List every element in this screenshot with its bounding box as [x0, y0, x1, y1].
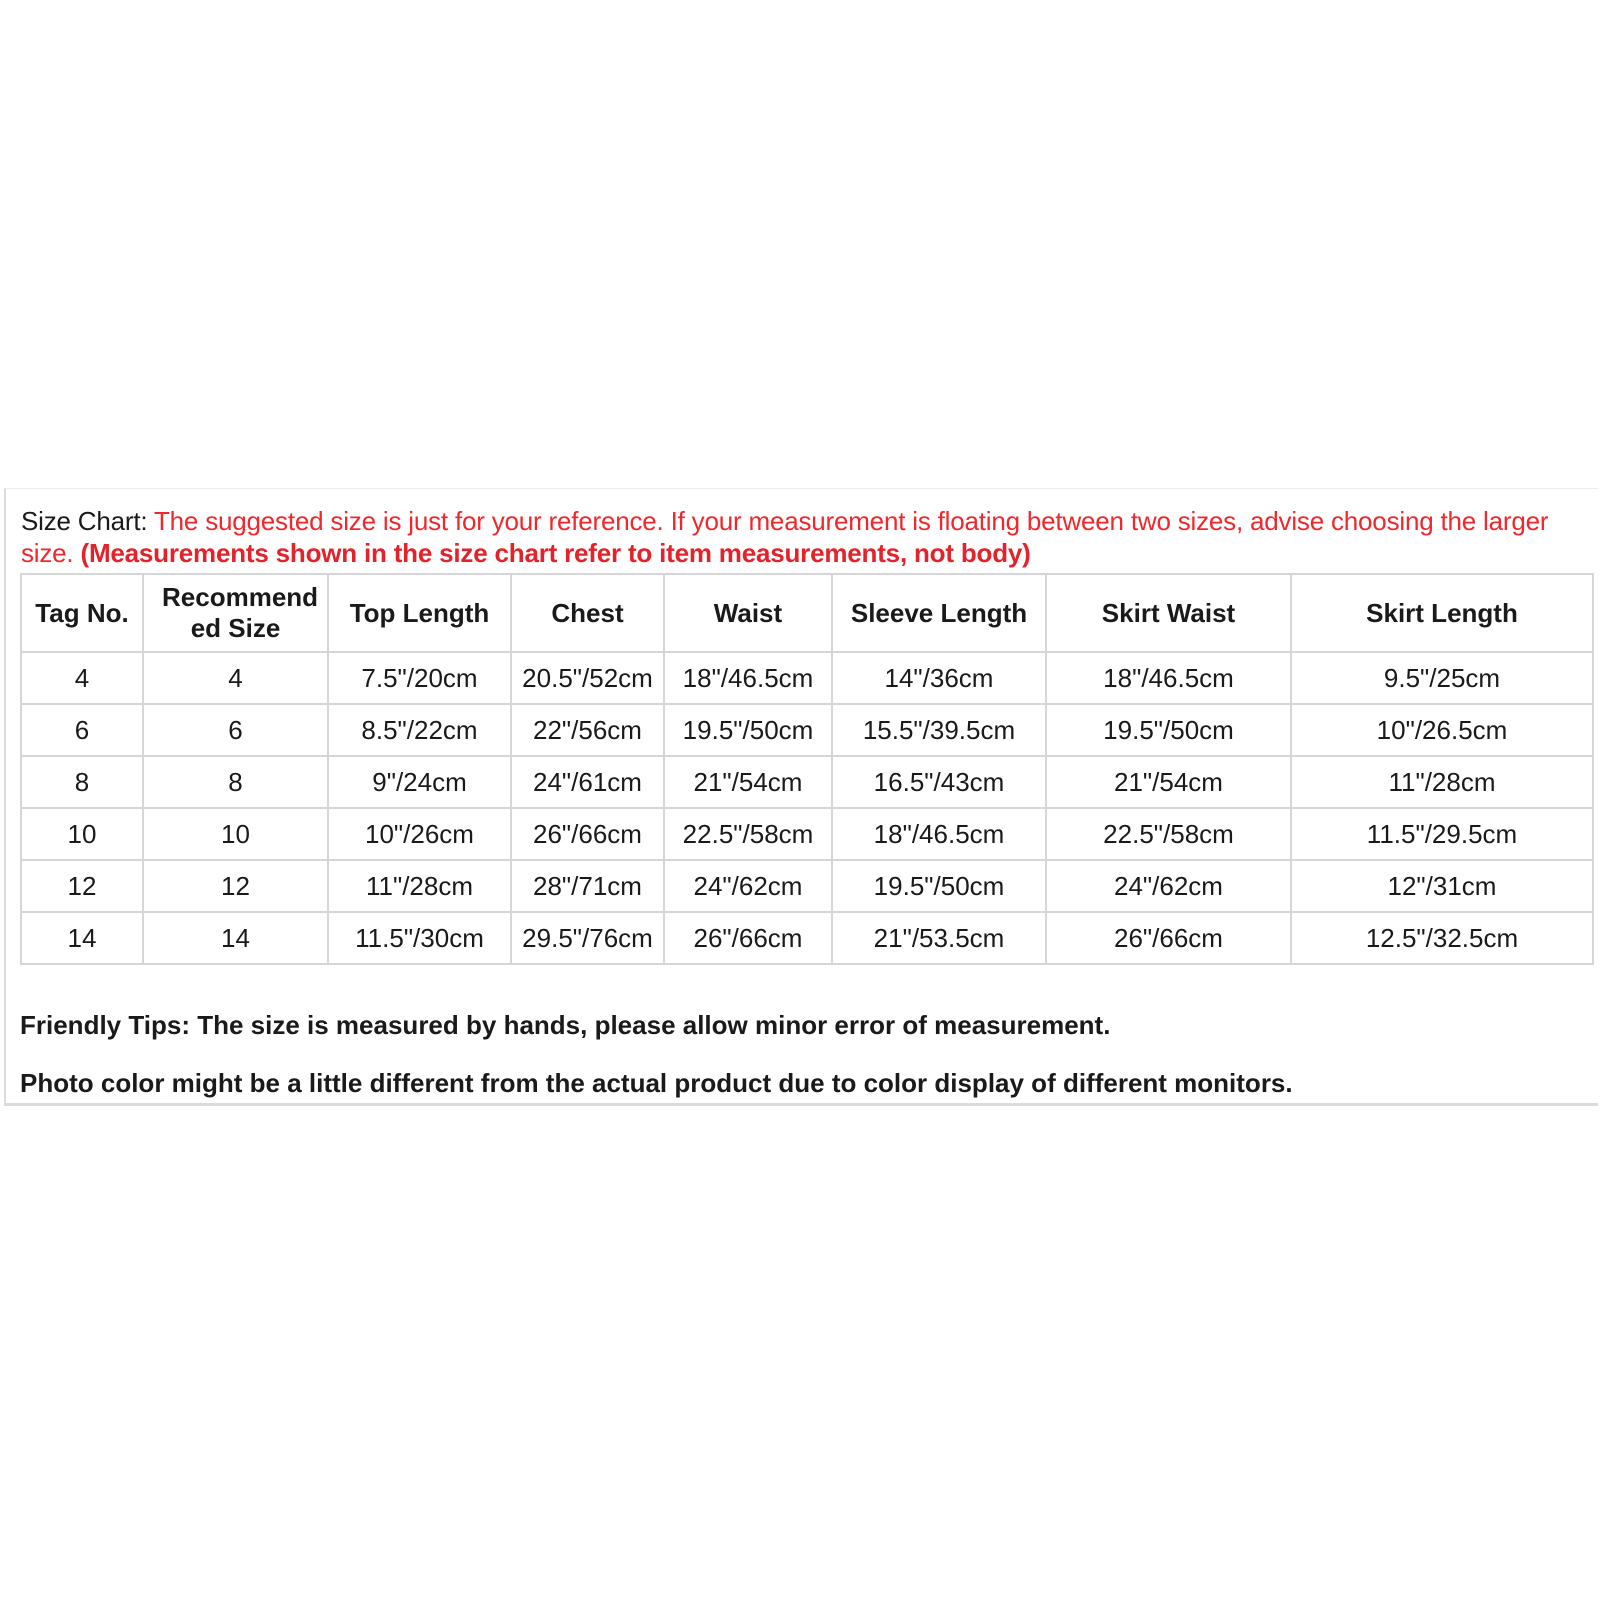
cell-chest: 22"/56cm [511, 704, 664, 756]
cell-waist: 26"/66cm [664, 912, 832, 964]
header-top-length: Top Length [328, 574, 511, 652]
cell-chest: 20.5"/52cm [511, 652, 664, 704]
cell-chest: 28"/71cm [511, 860, 664, 912]
friendly-tips: Friendly Tips: The size is measured by hands, please allow minor error of measurement. [20, 1010, 1111, 1040]
header-skirt-waist: Skirt Waist [1046, 574, 1291, 652]
table-row [21, 652, 1593, 704]
size-chart-panel [4, 488, 1598, 1106]
cell-top-length: 8.5"/22cm [328, 704, 511, 756]
header-recommended-size: Recommend ed Size [143, 574, 328, 652]
table-row [21, 860, 1593, 912]
table-row [21, 756, 1593, 808]
photo-color-note: Photo color might be a little different from the actual product due to color display of different monitors. [20, 1068, 1293, 1098]
table-row [21, 704, 1593, 756]
cell-recommended-size: 8 [143, 756, 328, 808]
cell-skirt-waist: 18"/46.5cm [1046, 652, 1291, 704]
cell-skirt-length: 12"/31cm [1291, 860, 1593, 912]
cell-waist: 22.5"/58cm [664, 808, 832, 860]
cell-tag-no: 12 [21, 860, 143, 912]
cell-sleeve-length: 21"/53.5cm [832, 912, 1046, 964]
intro-separator: : [140, 506, 154, 536]
cell-skirt-length: 9.5"/25cm [1291, 652, 1593, 704]
table-row [21, 808, 1593, 860]
cell-chest: 24"/61cm [511, 756, 664, 808]
cell-skirt-waist: 19.5"/50cm [1046, 704, 1291, 756]
size-chart-note-bold: (Measurements shown in the size chart refer to item measurements, not body) [80, 538, 1031, 568]
cell-chest: 29.5"/76cm [511, 912, 664, 964]
table-header-row [21, 574, 1593, 652]
size-chart-intro [21, 505, 1591, 569]
cell-skirt-waist: 22.5"/58cm [1046, 808, 1291, 860]
cell-top-length: 9"/24cm [328, 756, 511, 808]
header-tag-no: Tag No. [21, 574, 143, 652]
cell-waist: 18"/46.5cm [664, 652, 832, 704]
cell-tag-no: 10 [21, 808, 143, 860]
cell-sleeve-length: 16.5"/43cm [832, 756, 1046, 808]
cell-waist: 24"/62cm [664, 860, 832, 912]
cell-top-length: 7.5"/20cm [328, 652, 511, 704]
table-row [21, 912, 1593, 964]
cell-top-length: 11.5"/30cm [328, 912, 511, 964]
cell-skirt-length: 11"/28cm [1291, 756, 1593, 808]
cell-skirt-waist: 26"/66cm [1046, 912, 1291, 964]
cell-recommended-size: 14 [143, 912, 328, 964]
cell-tag-no: 4 [21, 652, 143, 704]
cell-skirt-length: 12.5"/32.5cm [1291, 912, 1593, 964]
cell-tag-no: 8 [21, 756, 143, 808]
size-chart-label: Size Chart [21, 506, 141, 536]
cell-sleeve-length: 19.5"/50cm [832, 860, 1046, 912]
header-skirt-length: Skirt Length [1291, 574, 1593, 652]
cell-skirt-length: 11.5"/29.5cm [1291, 808, 1593, 860]
cell-tag-no: 6 [21, 704, 143, 756]
size-table [20, 573, 1594, 965]
cell-tag-no: 14 [21, 912, 143, 964]
cell-sleeve-length: 14"/36cm [832, 652, 1046, 704]
cell-skirt-length: 10"/26.5cm [1291, 704, 1593, 756]
cell-skirt-waist: 21"/54cm [1046, 756, 1291, 808]
cell-sleeve-length: 15.5"/39.5cm [832, 704, 1046, 756]
cell-recommended-size: 6 [143, 704, 328, 756]
cell-recommended-size: 12 [143, 860, 328, 912]
cell-waist: 19.5"/50cm [664, 704, 832, 756]
cell-top-length: 11"/28cm [328, 860, 511, 912]
cell-waist: 21"/54cm [664, 756, 832, 808]
cell-top-length: 10"/26cm [328, 808, 511, 860]
cell-recommended-size: 10 [143, 808, 328, 860]
size-chart-note: The suggested size is just for your reference. If your measurement is floating between two sizes, advise choosing the larger size. [21, 506, 1549, 568]
cell-recommended-size: 4 [143, 652, 328, 704]
cell-chest: 26"/66cm [511, 808, 664, 860]
header-sleeve-length: Sleeve Length [832, 574, 1046, 652]
header-chest: Chest [511, 574, 664, 652]
cell-skirt-waist: 24"/62cm [1046, 860, 1291, 912]
cell-sleeve-length: 18"/46.5cm [832, 808, 1046, 860]
header-waist: Waist [664, 574, 832, 652]
